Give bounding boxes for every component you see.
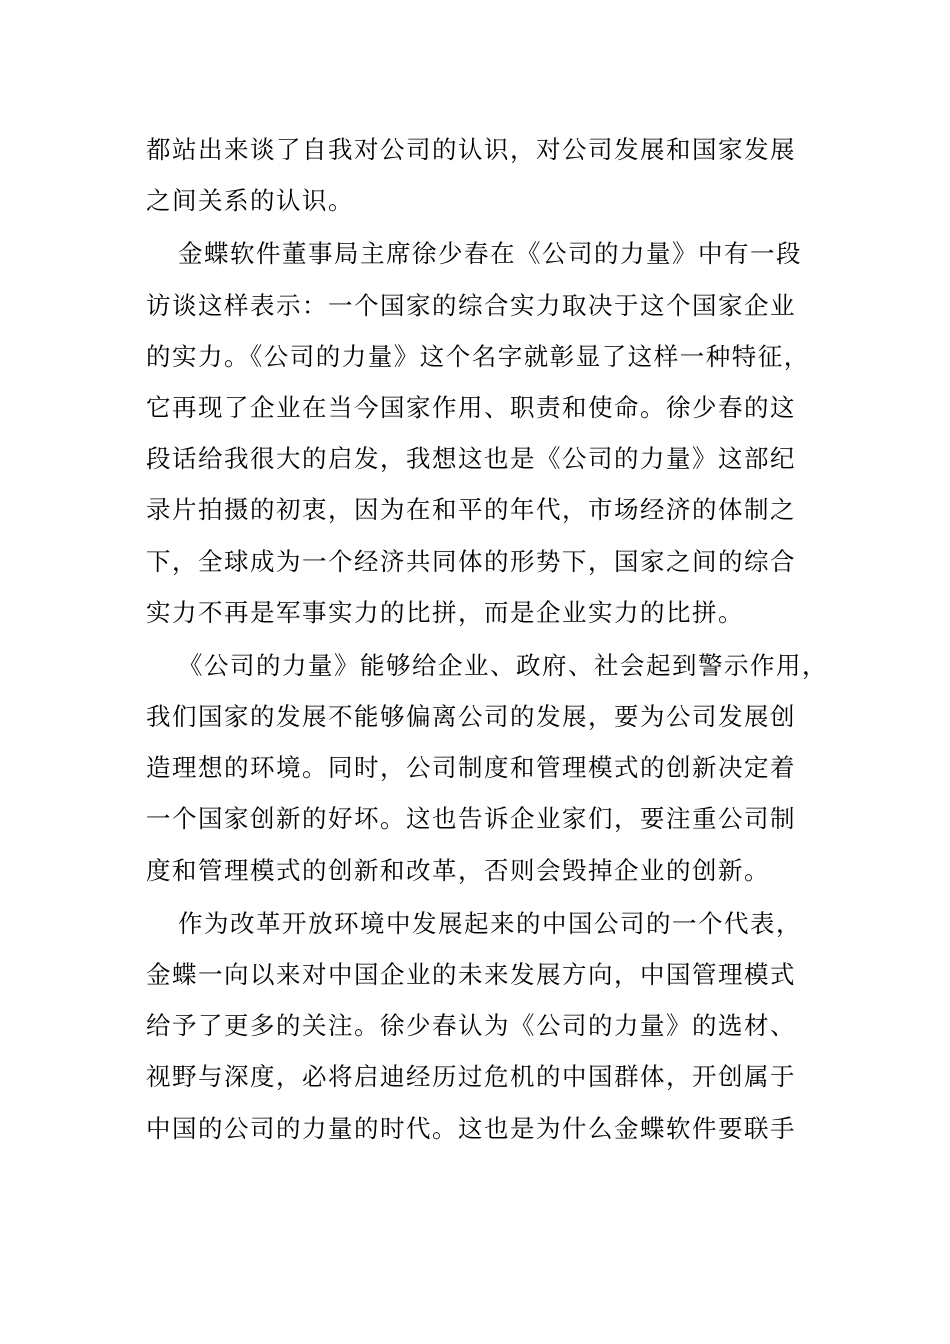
text-line: 下，全球成为一个经济共同体的形势下，国家之间的综合 — [146, 546, 796, 576]
text-line: 访谈这样表示：一个国家的综合实力取决于这个国家企业 — [146, 290, 796, 320]
text-line: 中国的公司的力量的时代。这也是为什么金蝶软件要联手 — [146, 1113, 796, 1143]
paragraph-3 — [146, 640, 828, 896]
text-line: 《公司的力量》能够给企业、政府、社会起到警示作用， — [178, 650, 828, 680]
text-line: 金蝶一向以来对中国企业的未来发展方向，中国管理模式 — [146, 960, 796, 989]
text-line: 的实力。《公司的力量》这个名字就彰显了这样一种特征， — [146, 341, 810, 371]
text-line: 之间关系的认识。 — [146, 186, 354, 216]
paragraph-1 — [146, 124, 816, 226]
text-line: 作为改革开放环境中发展起来的中国公司的一个代表， — [178, 908, 802, 938]
document-body — [146, 124, 828, 1156]
text-line: 段话给我很大的启发，我想这也是《公司的力量》这部纪 — [146, 444, 796, 474]
text-line: 视野与深度，必将启迪经历过危机的中国群体，开创属于 — [146, 1062, 796, 1092]
text-line: 造理想的环境。同时，公司制度和管理模式的创新决定着 — [146, 753, 796, 783]
paragraph-4 — [146, 898, 816, 1154]
text-line: 它再现了企业在当今国家作用、职责和使命。徐少春的这 — [146, 392, 796, 422]
text-line: 金蝶软件董事局主席徐少春在《公司的力量》中有一段 — [178, 239, 802, 269]
paragraph-2 — [146, 228, 816, 638]
text-line: 录片拍摄的初衷，因为在和平的年代，市场经济的体制之 — [146, 495, 796, 525]
text-line: 实力不再是军事实力的比拼，而是企业实力的比拼。 — [146, 597, 744, 627]
text-line: 给予了更多的关注。徐少春认为《公司的力量》的选材、 — [146, 1011, 796, 1041]
text-line: 我们国家的发展不能够偏离公司的发展，要为公司发展创 — [146, 702, 796, 732]
text-line: 都站出来谈了自我对公司的认识，对公司发展和国家发展 — [146, 135, 796, 164]
text-line: 度和管理模式的创新和改革，否则会毁掉企业的创新。 — [146, 855, 770, 885]
text-line: 一个国家创新的好坏。这也告诉企业家们，要注重公司制 — [146, 804, 796, 834]
